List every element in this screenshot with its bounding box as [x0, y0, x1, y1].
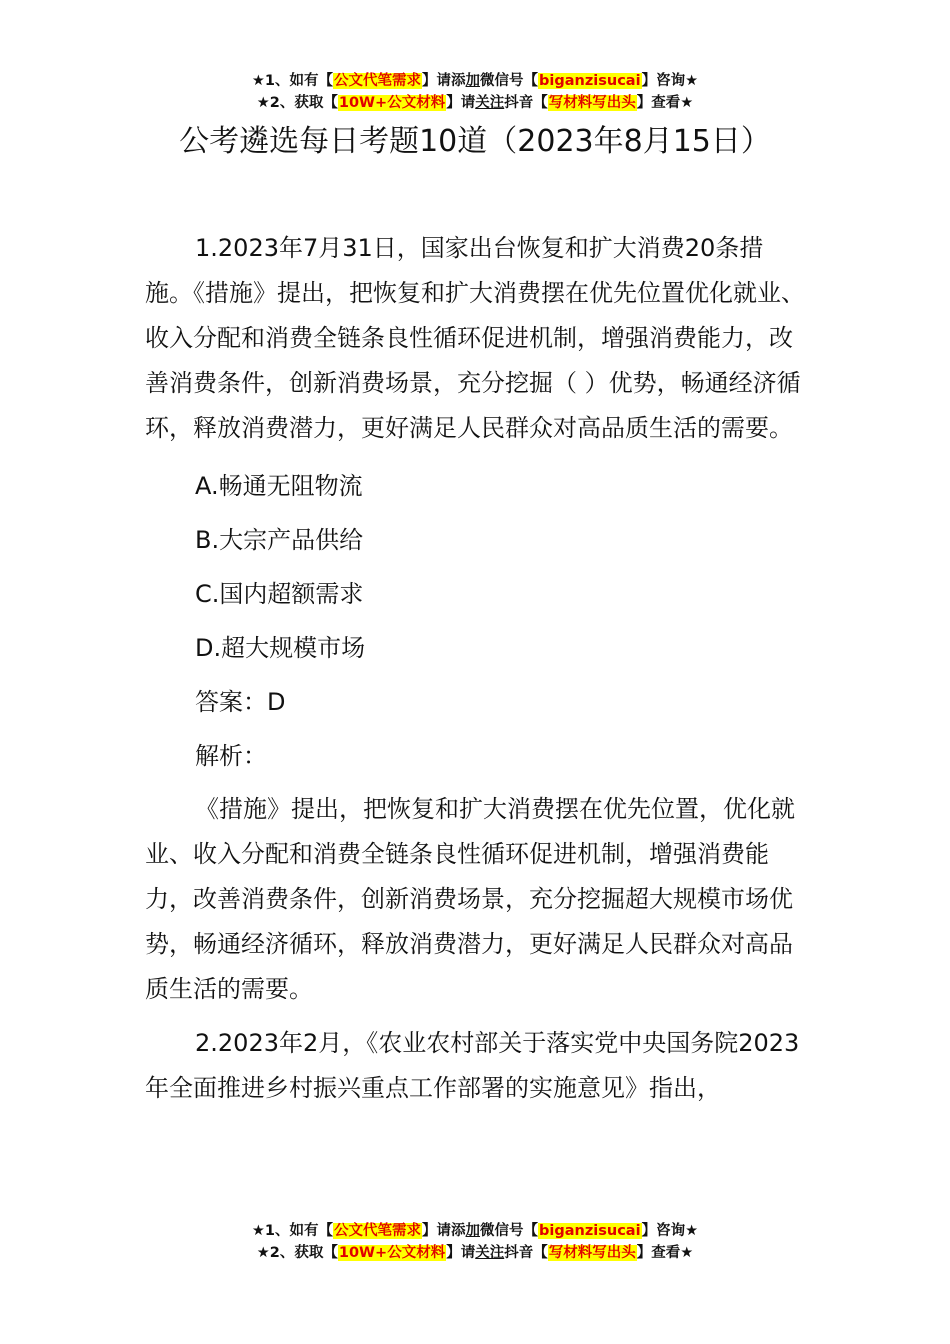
- promo-highlight: 公文代笔需求: [334, 1223, 422, 1239]
- promo-highlight: 公文代笔需求: [334, 73, 422, 89]
- promo-highlight: biganzisucai: [539, 1223, 641, 1239]
- promo-line-1: ★1、如有【公文代笔需求】请添加微信号【biganzisucai】咨询★: [251, 73, 699, 89]
- document-body: [145, 226, 809, 1111]
- analysis-label: 解析：: [195, 742, 267, 770]
- promo-highlight: 10W+公文材料: [338, 95, 446, 111]
- promo-line-2: ★2、获取【10W+公文材料】请关注抖音【写材料写出头】查看★: [256, 95, 694, 111]
- document-title: 公考遴选每日考题10道（2023年8月15日）: [179, 124, 771, 159]
- option-b: B.大宗产品供给: [195, 526, 364, 554]
- promo-highlight: 写材料写出头: [548, 1245, 636, 1261]
- option-a: A.畅通无阻物流: [195, 472, 363, 500]
- analysis-text: 《措施》提出，把恢复和扩大消费摆在优先位置，优化就业、收入分配和消费全链条良性循环促进机制，增强消费能力，改善消费条件，创新消费场景，充分挖掘超大规模市场优势，畅通经济循环，释放消费潜力，更好满足人民群众对高品质生活的需要。: [145, 795, 795, 1003]
- promo-highlight: 10W+公文材料: [338, 1245, 446, 1261]
- promo-highlight: biganzisucai: [539, 73, 641, 89]
- option-c: C.国内超额需求: [195, 580, 364, 608]
- header-promo-banner: [0, 70, 950, 114]
- answer: 答案：D: [195, 688, 286, 716]
- footer-promo-banner: [0, 1220, 950, 1264]
- option-d: D.超大规模市场: [195, 634, 366, 662]
- promo-line-2: ★2、获取【10W+公文材料】请关注抖音【写材料写出头】查看★: [256, 1245, 694, 1261]
- promo-highlight: 写材料写出头: [548, 95, 636, 111]
- question-2-stem: 2.2023年2月，《农业农村部关于落实党中央国务院2023年全面推进乡村振兴重点工作部署的实施意见》指出，: [145, 1029, 800, 1102]
- question-1-stem: 1.2023年7月31日，国家出台恢复和扩大消费20条措施。《措施》提出，把恢复和扩大消费摆在优先位置优化就业、收入分配和消费全链条良性循环促进机制，增强消费能力，改善消费条件，创新消费场景，充分挖掘（ ）优势，畅通经济循环，释放消费潜力，更好满足人民群众对高品质生活的需要。: [145, 234, 805, 442]
- promo-line-1: ★1、如有【公文代笔需求】请添加微信号【biganzisucai】咨询★: [251, 1223, 699, 1239]
